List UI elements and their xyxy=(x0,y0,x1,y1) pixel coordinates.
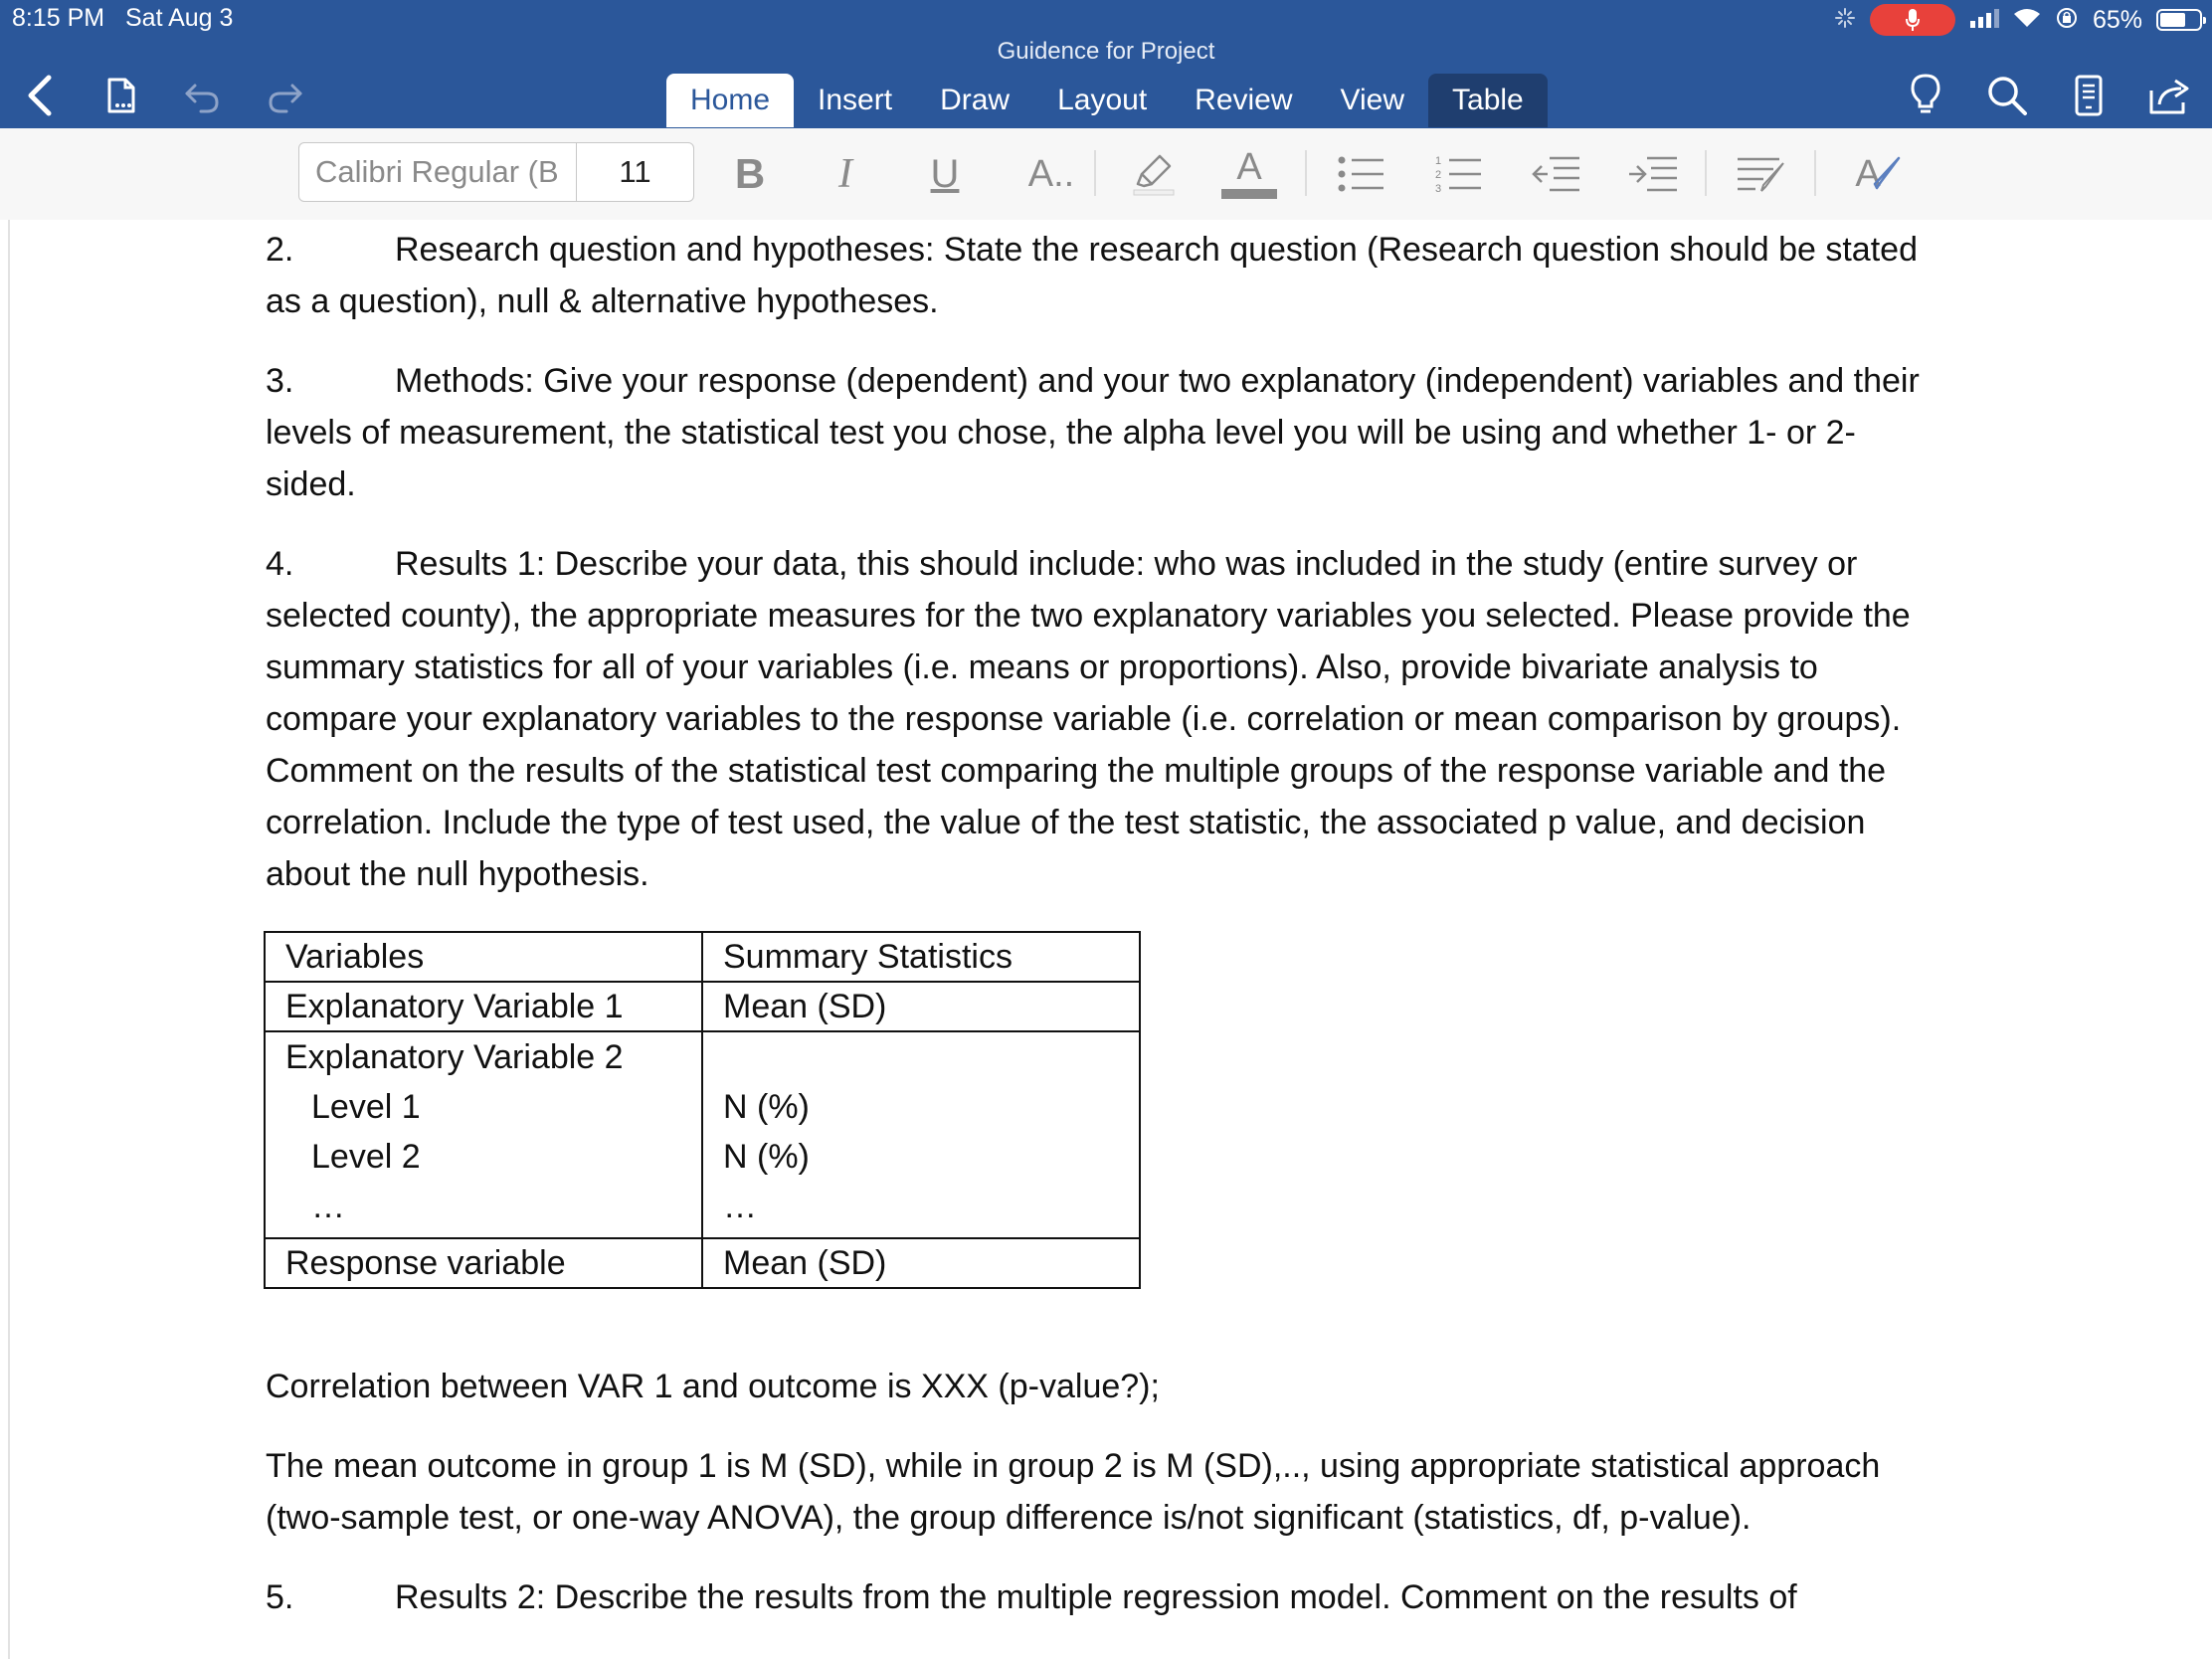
table-row xyxy=(265,982,1140,1031)
tab-layout[interactable]: Layout xyxy=(1057,84,1148,116)
orientation-lock-icon xyxy=(2055,6,2079,35)
document-body[interactable] xyxy=(266,220,1936,900)
bullet-list-icon xyxy=(1336,152,1385,196)
svg-text:1: 1 xyxy=(1435,155,1442,167)
mean-outcome-paragraph: The mean outcome in group 1 is M (SD), while in group 2 is M (SD),.., using appropriate statistical approach (two-sample test, or one-way ANOVA), the group difference is/not significant (statistics, df, p-value). xyxy=(266,1447,1881,1537)
document-title[interactable]: Guidence for Project xyxy=(997,38,1215,65)
undo-button[interactable] xyxy=(177,70,229,121)
home-ribbon xyxy=(0,128,2212,222)
highlight-button[interactable] xyxy=(1124,144,1184,204)
tell-me-button[interactable] xyxy=(1900,70,1951,121)
paragraph-5 xyxy=(266,1571,1936,1623)
lightbulb-icon xyxy=(1909,73,1942,118)
paragraph-number: 4. xyxy=(266,545,294,583)
activity-icon xyxy=(1834,7,1856,34)
paragraph-text: Methods: Give your response (dependent) and your two explanatory (independent) variables and their levels of measurement, the statistical test you chose, the alpha level you will be using and whether 1- or 2-sided. xyxy=(266,362,1920,503)
table-cell[interactable]: Summary Statistics xyxy=(702,932,1140,982)
table-row xyxy=(265,1031,1140,1238)
cell-line: N (%) xyxy=(723,1138,810,1176)
phone-layout-icon xyxy=(2072,75,2106,116)
document-canvas[interactable] xyxy=(0,220,2212,1659)
document-body-continued[interactable] xyxy=(266,1361,1936,1623)
paragraph-text: Research question and hypotheses: State the research question (Research question should be stated as a question), null & alternative hypotheses. xyxy=(266,231,1918,320)
app-header xyxy=(0,0,2212,128)
increase-indent-icon xyxy=(1627,154,1679,194)
battery-percent: 65% xyxy=(2092,5,2142,34)
numbered-list-icon xyxy=(1433,152,1483,196)
underline-button[interactable]: U xyxy=(930,151,960,196)
ribbon-divider xyxy=(1305,150,1307,196)
battery-icon xyxy=(2156,9,2202,31)
highlighter-icon xyxy=(1130,150,1178,198)
paragraph-number: 5. xyxy=(266,1578,294,1616)
share-icon xyxy=(2147,75,2193,116)
paragraph-text: Results 1: Describe your data, this should include: who was included in the study (entire survey or selected county), the appropriate measures for the two explanatory variables you selected. Please provide the summary statistics for all of your variables (i.e. means or proportions). Also, provide bivariate analysis to compare your explanatory variables to the response variable (i.e. correlation or mean comparison by groups). Comment on the results of the statistical test comparing the multiple groups of the response variable and the correlation. Include the type of test used, the value of the test statistic, the associated p value, and decision about the null hypothesis. xyxy=(266,545,1911,893)
tab-table[interactable]: Table xyxy=(1428,74,1548,127)
file-button[interactable] xyxy=(95,70,147,121)
paragraph-number: 2. xyxy=(266,231,294,269)
decrease-indent-button[interactable] xyxy=(1526,144,1585,204)
paragraph-4 xyxy=(266,538,1936,900)
tab-review[interactable]: Review xyxy=(1195,84,1293,116)
table-cell[interactable] xyxy=(265,1031,702,1238)
search-icon xyxy=(1985,74,2029,117)
paragraph-format-icon xyxy=(1734,153,1787,195)
table-cell[interactable]: Mean (SD) xyxy=(702,1238,1140,1288)
paragraph-text: Results 2: Describe the results from the multiple regression model. Comment on the results of xyxy=(395,1578,1797,1616)
undo-icon xyxy=(183,76,223,115)
table-cell[interactable]: Mean (SD) xyxy=(702,982,1140,1031)
cell-line: Level 2 xyxy=(311,1138,421,1176)
ribbon-tabs xyxy=(666,74,1548,127)
cell-line: … xyxy=(723,1188,757,1225)
font-color-button[interactable] xyxy=(1219,144,1279,204)
svg-text:2: 2 xyxy=(1435,169,1442,181)
chevron-left-icon xyxy=(23,74,57,117)
signal-icon xyxy=(1969,8,1999,33)
summary-statistics-table[interactable] xyxy=(264,931,1141,1289)
table-row xyxy=(265,1238,1140,1288)
tab-view[interactable]: View xyxy=(1340,84,1405,116)
ribbon-divider xyxy=(1705,150,1707,196)
cell-line: N (%) xyxy=(723,1088,810,1126)
bold-button[interactable]: B xyxy=(734,150,766,197)
cell-line: … xyxy=(311,1188,345,1225)
font-color-letter: A xyxy=(1236,146,1262,188)
page-edge xyxy=(8,220,10,1659)
font-color-swatch xyxy=(1221,189,1277,199)
numbering-button[interactable] xyxy=(1428,144,1488,204)
cell-line: Level 1 xyxy=(311,1088,421,1126)
paragraph-format-button[interactable] xyxy=(1731,144,1790,204)
text-effects-button[interactable]: A.. xyxy=(1027,152,1075,195)
svg-text:3: 3 xyxy=(1435,183,1442,195)
tab-draw[interactable]: Draw xyxy=(940,84,1011,116)
correlation-paragraph: Correlation between VAR 1 and outcome is XXX (p-value?); xyxy=(266,1368,1160,1405)
microphone-icon xyxy=(1905,8,1921,32)
microphone-indicator[interactable] xyxy=(1870,4,1955,36)
back-button[interactable] xyxy=(14,70,66,121)
tab-home[interactable]: Home xyxy=(666,74,794,127)
status-indicators xyxy=(1834,4,2202,36)
bullets-button[interactable] xyxy=(1331,144,1390,204)
ribbon-divider xyxy=(1814,150,1816,196)
search-button[interactable] xyxy=(1981,70,2033,121)
paragraph-number: 3. xyxy=(266,362,294,400)
redo-button[interactable] xyxy=(259,70,310,121)
tab-insert[interactable]: Insert xyxy=(818,84,893,116)
cell-line: Explanatory Variable 2 xyxy=(285,1038,624,1076)
status-date: Sat Aug 3 xyxy=(125,4,234,32)
paintbrush-icon xyxy=(1871,154,1901,194)
reading-mode-button[interactable] xyxy=(2063,70,2115,121)
redo-icon xyxy=(265,76,304,115)
file-icon xyxy=(101,76,141,115)
ribbon-divider xyxy=(1094,150,1096,196)
styles-letter: A xyxy=(1855,152,1881,195)
styles-button[interactable] xyxy=(1842,144,1914,204)
table-header-row xyxy=(265,932,1140,982)
decrease-indent-icon xyxy=(1530,154,1581,194)
font-name-field[interactable]: Calibri Regular (B xyxy=(315,154,559,189)
status-time: 8:15 PM xyxy=(12,4,105,32)
table-cell[interactable]: Explanatory Variable 1 xyxy=(265,982,702,1031)
paragraph-2 xyxy=(266,224,1936,327)
table-cell[interactable]: Response variable xyxy=(265,1238,702,1288)
font-selector xyxy=(298,142,694,202)
table-cell[interactable] xyxy=(702,1031,1140,1238)
italic-button[interactable]: I xyxy=(838,151,852,197)
paragraph-3 xyxy=(266,355,1936,510)
font-size-field[interactable]: 11 xyxy=(619,154,651,189)
cell-line-empty xyxy=(723,1032,1119,1082)
increase-indent-button[interactable] xyxy=(1623,144,1683,204)
table-cell[interactable]: Variables xyxy=(265,932,702,982)
wifi-icon xyxy=(2013,7,2041,34)
share-button[interactable] xyxy=(2144,70,2196,121)
battery-fill xyxy=(2160,13,2185,27)
